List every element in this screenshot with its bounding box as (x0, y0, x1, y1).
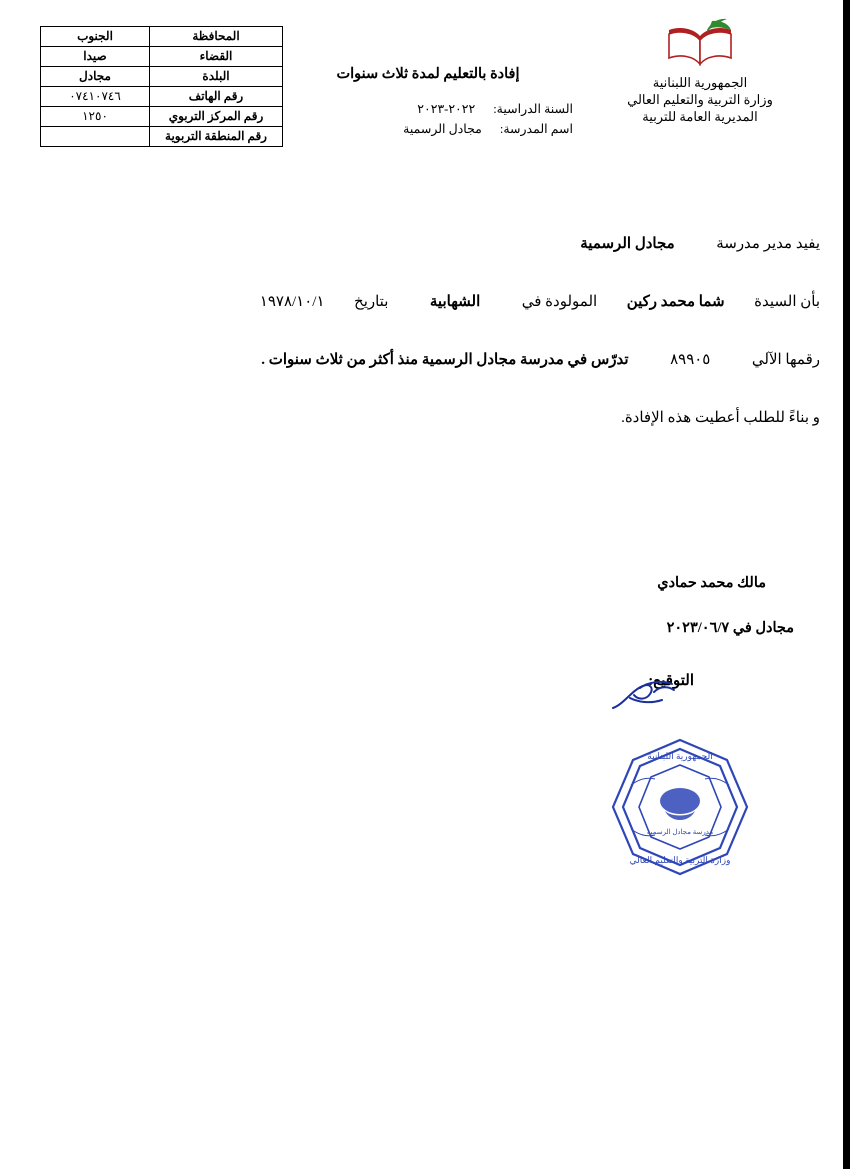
info-value-center-number: ١٢٥٠ (41, 107, 150, 127)
body-line-3-number: ٨٩٩٠٥ (670, 352, 711, 368)
body-line-1 (30, 232, 820, 256)
school-year-value: ٢٠٢٢-٢٠٢٣ (417, 102, 476, 116)
table-row (41, 47, 283, 67)
info-label-phone: رقم الهاتف (150, 87, 283, 107)
table-row (41, 27, 283, 47)
signatory-name: مالك محمد حمادي (657, 575, 766, 591)
ministry-block (580, 18, 820, 125)
body-line-3-rest: تدرّس في مدرسة مجادل الرسمية منذ أكثر من ثلاث سنوات . (261, 352, 629, 368)
info-label-governorate: المحافظة (150, 27, 283, 47)
school-year-label: السنة الدراسية: (493, 102, 573, 116)
signature-label: التوقيع: (648, 673, 694, 689)
body-line-4: و بناءً للطلب أعطيت هذه الإفادة. (621, 410, 820, 426)
info-value-governorate: الجنوب (41, 27, 150, 47)
page-edge-bar (843, 0, 850, 1169)
table-row (41, 87, 283, 107)
body-line-1-school: مجادل الرسمية (580, 236, 675, 252)
table-row (41, 127, 283, 147)
info-value-region-number (41, 127, 150, 147)
signature-place-date: مجادل في ٢٠٢٣/٠٦/٧ (666, 620, 794, 636)
body-line-2-prefix: بأن السيدة (754, 294, 820, 310)
ministry-line-1: الجمهورية اللبنانية (652, 75, 748, 90)
body-line-3 (30, 348, 820, 372)
title-block (283, 66, 573, 139)
body-line-2-date: ١٩٧٨/١٠/١ (259, 294, 325, 310)
school-name-label: اسم المدرسة: (499, 122, 573, 136)
school-name-row (283, 119, 573, 139)
body-line-2 (30, 290, 820, 314)
document-body (30, 232, 820, 464)
school-year-row (283, 99, 573, 119)
svg-text:الجمهورية اللبنانية: الجمهورية اللبنانية (647, 751, 713, 761)
header-fields (283, 99, 573, 139)
document-header (22, 18, 828, 168)
body-line-2-date-label: بتاريخ (354, 294, 389, 310)
svg-text:وزارة التربية والتعليم العالي: وزارة التربية والتعليم العالي (629, 855, 731, 865)
body-line-3-prefix: رقمها الآلي (751, 352, 820, 368)
table-row (41, 107, 283, 127)
ministry-line-3: المديرية العامة للتربية (642, 109, 758, 124)
ministry-line-2: وزارة التربية والتعليم العالي (627, 92, 773, 107)
svg-text:مدرسة مجادل الرسمية: مدرسة مجادل الرسمية (646, 828, 714, 836)
school-name-value: مجادل الرسمية (403, 122, 482, 136)
info-label-district: القضاء (150, 47, 283, 67)
body-line-2-name: شما محمد ركين (626, 294, 725, 310)
table-row (41, 67, 283, 87)
body-line-2-place: الشهابية (429, 294, 481, 310)
info-label-region-number: رقم المنطقة التربوية (150, 127, 283, 147)
info-value-district: صيدا (41, 47, 150, 67)
info-label-center-number: رقم المركز التربوي (150, 107, 283, 127)
body-line-1-prefix: يفيد مدير مدرسة (716, 236, 820, 252)
signature-block (648, 575, 794, 690)
info-value-town: مجادل (41, 67, 150, 87)
school-info-table (40, 26, 283, 147)
document-title: إفادة بالتعليم لمدة ثلاث سنوات (336, 66, 520, 82)
lebanese-education-ministry-logo (657, 18, 743, 72)
body-line-2-mid: المولودة في (521, 294, 598, 310)
info-label-town: البلدة (150, 67, 283, 87)
info-value-phone: ٠٧٤١٠٧٤٦ (41, 87, 150, 107)
official-ministry-stamp (605, 735, 755, 885)
